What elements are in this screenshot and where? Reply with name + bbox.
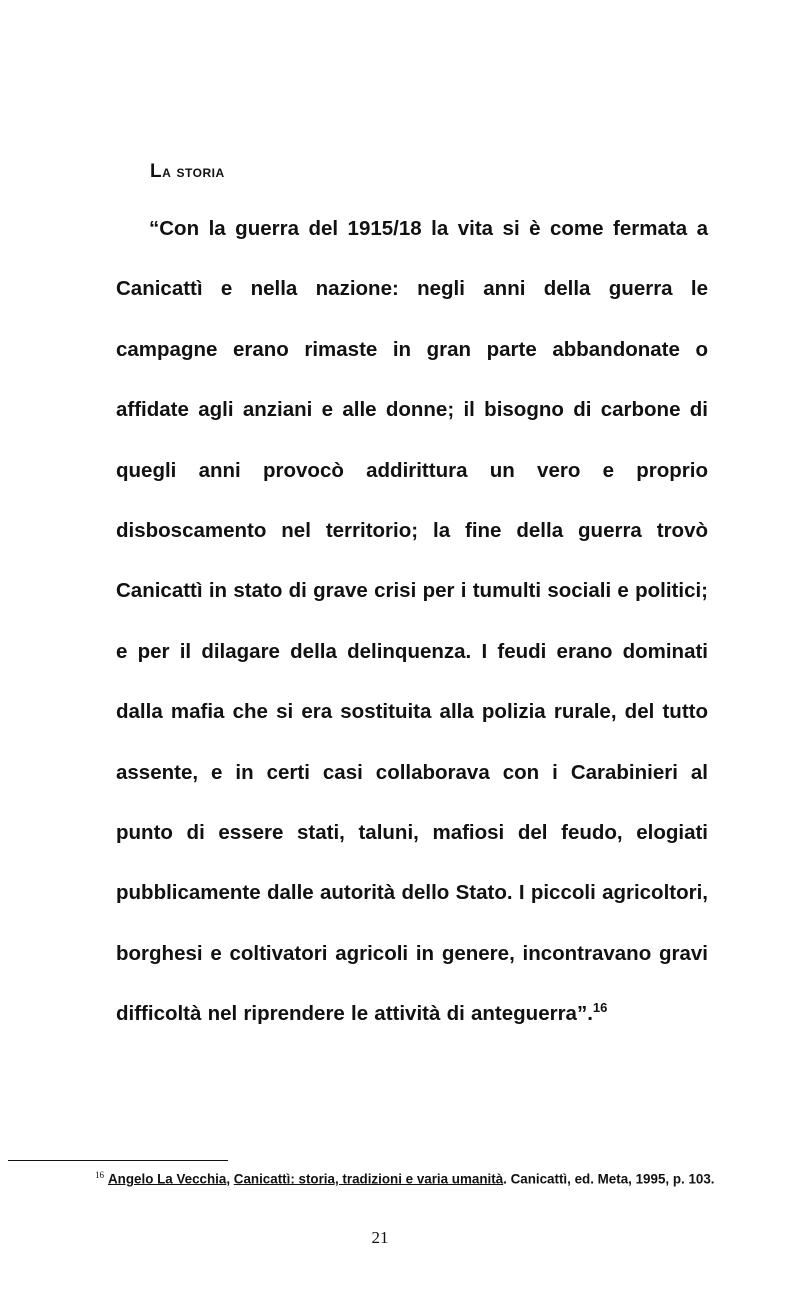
footnote-separator xyxy=(8,1160,228,1161)
body-paragraph xyxy=(116,199,708,1045)
footnote-reference[interactable]: 16 xyxy=(592,1000,608,1016)
heading-rest: a storia xyxy=(162,162,225,181)
footnote-separator-text: , xyxy=(226,1171,234,1187)
footnote xyxy=(95,1165,715,1189)
page-number: 21 xyxy=(371,1228,389,1247)
section-heading xyxy=(150,161,225,183)
heading-first-letter: L xyxy=(150,161,163,182)
footnote-title: Canicattì: storia, tradizioni e varia umanità xyxy=(233,1171,504,1187)
footnote-publication: . Canicattì, ed. Meta, 1995, p. 103. xyxy=(503,1171,715,1187)
footnote-author: Angelo La Vecchia xyxy=(108,1171,227,1187)
footnote-number: 16 xyxy=(95,1170,104,1180)
body-text: “Con la guerra del 1915/18 la vita si è come fermata a Canicattì e nella nazione: negli anni della guerra le campagne erano rimaste in gran parte abbandonate o affidate agli anziani e alle donne; il bisogno di carbone di quegli anni provocò addirittura un vero e proprio disboscamento nel territorio; la fine della guerra trovò Canicattì in stato di grave crisi per i tumulti sociali e politici; e per il dilagare della delinquenza. I feudi erano dominati dalla mafia che si era sostituita alla polizia rurale, del tutto assente, e in certi casi collaborava con i Carabinieri al punto di essere stati, taluni, mafiosi del feudo, elogiati pubblicamente dalle autorità dello Stato. I piccoli agricoltori, borghesi e coltivatori agricoli in genere, incontravano gravi difficoltà nel riprendere le attività di anteguerra”. xyxy=(116,217,708,1026)
